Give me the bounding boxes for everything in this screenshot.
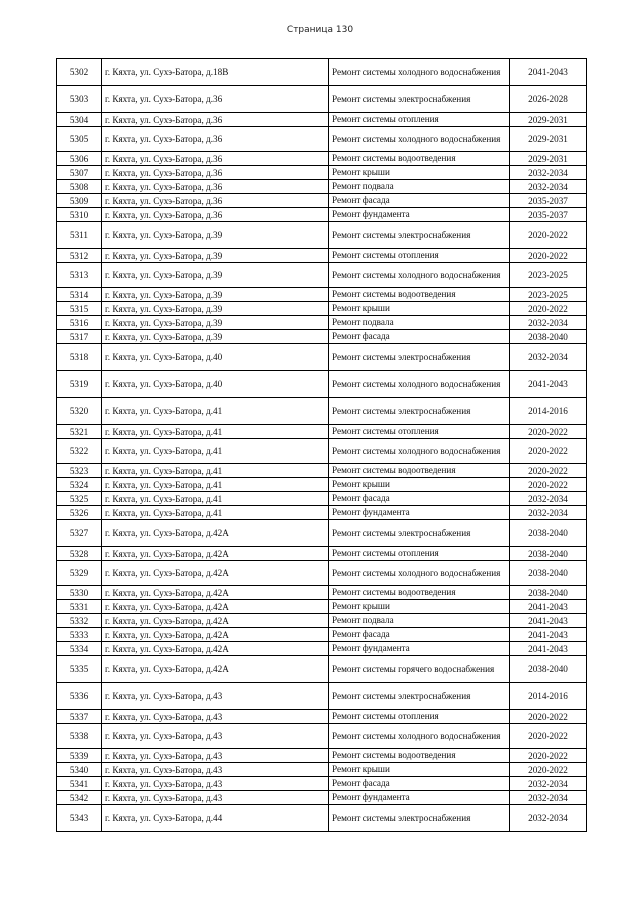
- table-row: [57, 398, 587, 425]
- row-address: г. Кяхта, ул. Сухэ-Батора, д.43: [102, 749, 329, 763]
- row-period: 2023-2025: [510, 263, 587, 288]
- row-period: 2020-2022: [510, 710, 587, 724]
- row-work-type: Ремонт системы холодного водоснабжения: [329, 561, 510, 586]
- row-period: 2032-2034: [510, 506, 587, 520]
- row-address: г. Кяхта, ул. Сухэ-Батора, д.43: [102, 710, 329, 724]
- row-number: 5323: [57, 464, 102, 478]
- table-row: [57, 586, 587, 600]
- row-address: г. Кяхта, ул. Сухэ-Батора, д.42А: [102, 656, 329, 683]
- row-number: 5321: [57, 425, 102, 439]
- row-work-type: Ремонт фундамента: [329, 791, 510, 805]
- row-period: 2029-2031: [510, 152, 587, 166]
- row-period: 2014-2016: [510, 398, 587, 425]
- row-number: 5307: [57, 166, 102, 180]
- row-period: 2041-2043: [510, 600, 587, 614]
- table-row: [57, 805, 587, 832]
- table-row: [57, 464, 587, 478]
- row-period: 2038-2040: [510, 561, 587, 586]
- row-number: 5333: [57, 628, 102, 642]
- row-period: 2020-2022: [510, 724, 587, 749]
- row-period: 2038-2040: [510, 547, 587, 561]
- row-address: г. Кяхта, ул. Сухэ-Батора, д.43: [102, 763, 329, 777]
- row-number: 5337: [57, 710, 102, 724]
- row-number: 5342: [57, 791, 102, 805]
- table-row: [57, 86, 587, 113]
- row-number: 5314: [57, 288, 102, 302]
- row-period: 2032-2034: [510, 316, 587, 330]
- row-period: 2032-2034: [510, 344, 587, 371]
- row-number: 5312: [57, 249, 102, 263]
- row-work-type: Ремонт системы электроснабжения: [329, 398, 510, 425]
- page-header: Страница 130: [286, 25, 354, 35]
- row-period: 2041-2043: [510, 59, 587, 86]
- row-address: г. Кяхта, ул. Сухэ-Батора, д.36: [102, 113, 329, 127]
- row-address: г. Кяхта, ул. Сухэ-Батора, д.39: [102, 249, 329, 263]
- table-row: [57, 628, 587, 642]
- table-row: [57, 330, 587, 344]
- row-number: 5302: [57, 59, 102, 86]
- row-number: 5340: [57, 763, 102, 777]
- row-work-type: Ремонт системы отопления: [329, 710, 510, 724]
- row-period: 2023-2025: [510, 288, 587, 302]
- row-address: г. Кяхта, ул. Сухэ-Батора, д.44: [102, 805, 329, 832]
- row-number: 5305: [57, 127, 102, 152]
- row-period: 2020-2022: [510, 478, 587, 492]
- row-address: г. Кяхта, ул. Сухэ-Батора, д.41: [102, 398, 329, 425]
- row-work-type: Ремонт системы электроснабжения: [329, 520, 510, 547]
- row-address: г. Кяхта, ул. Сухэ-Батора, д.41: [102, 478, 329, 492]
- table-row: [57, 344, 587, 371]
- table-row: [57, 777, 587, 791]
- row-work-type: Ремонт крыши: [329, 600, 510, 614]
- row-number: 5322: [57, 439, 102, 464]
- table-row: [57, 113, 587, 127]
- row-period: 2035-2037: [510, 208, 587, 222]
- table-row: [57, 222, 587, 249]
- table-row: [57, 791, 587, 805]
- row-period: 2020-2022: [510, 425, 587, 439]
- row-period: 2020-2022: [510, 302, 587, 316]
- row-address: г. Кяхта, ул. Сухэ-Батора, д.41: [102, 425, 329, 439]
- row-period: 2032-2034: [510, 805, 587, 832]
- row-number: 5311: [57, 222, 102, 249]
- row-address: г. Кяхта, ул. Сухэ-Батора, д.42А: [102, 628, 329, 642]
- table-row: [57, 208, 587, 222]
- table-row: [57, 152, 587, 166]
- table-row: [57, 724, 587, 749]
- row-number: 5339: [57, 749, 102, 763]
- table-row: [57, 249, 587, 263]
- row-number: 5334: [57, 642, 102, 656]
- row-number: 5332: [57, 614, 102, 628]
- row-work-type: Ремонт подвала: [329, 614, 510, 628]
- row-address: г. Кяхта, ул. Сухэ-Батора, д.36: [102, 152, 329, 166]
- row-address: г. Кяхта, ул. Сухэ-Батора, д.39: [102, 288, 329, 302]
- row-address: г. Кяхта, ул. Сухэ-Батора, д.42А: [102, 547, 329, 561]
- row-number: 5336: [57, 683, 102, 710]
- row-number: 5306: [57, 152, 102, 166]
- row-period: 2029-2031: [510, 113, 587, 127]
- row-work-type: Ремонт системы холодного водоснабжения: [329, 439, 510, 464]
- row-period: 2038-2040: [510, 520, 587, 547]
- table-row: [57, 425, 587, 439]
- table-row: [57, 371, 587, 398]
- row-number: 5315: [57, 302, 102, 316]
- row-number: 5335: [57, 656, 102, 683]
- table-row: [57, 478, 587, 492]
- row-number: 5320: [57, 398, 102, 425]
- row-period: 2014-2016: [510, 683, 587, 710]
- row-address: г. Кяхта, ул. Сухэ-Батора, д.40: [102, 371, 329, 398]
- table-row: [57, 547, 587, 561]
- row-address: г. Кяхта, ул. Сухэ-Батора, д.36: [102, 208, 329, 222]
- row-work-type: Ремонт фасада: [329, 628, 510, 642]
- row-period: 2020-2022: [510, 439, 587, 464]
- table-row: [57, 749, 587, 763]
- row-number: 5310: [57, 208, 102, 222]
- row-number: 5330: [57, 586, 102, 600]
- row-work-type: Ремонт системы холодного водоснабжения: [329, 59, 510, 86]
- row-work-type: Ремонт системы отопления: [329, 425, 510, 439]
- row-address: г. Кяхта, ул. Сухэ-Батора, д.36: [102, 166, 329, 180]
- row-address: г. Кяхта, ул. Сухэ-Батора, д.36: [102, 194, 329, 208]
- row-number: 5317: [57, 330, 102, 344]
- table-row: [57, 683, 587, 710]
- row-work-type: Ремонт фундамента: [329, 506, 510, 520]
- table-row: [57, 127, 587, 152]
- row-address: г. Кяхта, ул. Сухэ-Батора, д.36: [102, 127, 329, 152]
- row-work-type: Ремонт системы электроснабжения: [329, 344, 510, 371]
- table-row: [57, 439, 587, 464]
- row-period: 2038-2040: [510, 656, 587, 683]
- row-work-type: Ремонт системы электроснабжения: [329, 86, 510, 113]
- row-work-type: Ремонт фасада: [329, 777, 510, 791]
- row-work-type: Ремонт системы водоотведения: [329, 152, 510, 166]
- row-work-type: Ремонт системы отопления: [329, 249, 510, 263]
- row-period: 2020-2022: [510, 464, 587, 478]
- row-address: г. Кяхта, ул. Сухэ-Батора, д.43: [102, 724, 329, 749]
- row-number: 5309: [57, 194, 102, 208]
- row-address: г. Кяхта, ул. Сухэ-Батора, д.43: [102, 777, 329, 791]
- row-address: г. Кяхта, ул. Сухэ-Батора, д.41: [102, 506, 329, 520]
- row-address: г. Кяхта, ул. Сухэ-Батора, д.18В: [102, 59, 329, 86]
- row-address: г. Кяхта, ул. Сухэ-Батора, д.42А: [102, 561, 329, 586]
- row-address: г. Кяхта, ул. Сухэ-Батора, д.42А: [102, 586, 329, 600]
- row-work-type: Ремонт системы холодного водоснабжения: [329, 371, 510, 398]
- table-row: [57, 656, 587, 683]
- table-row: [57, 288, 587, 302]
- table-row: [57, 194, 587, 208]
- row-period: 2026-2028: [510, 86, 587, 113]
- table-row: [57, 302, 587, 316]
- row-number: 5338: [57, 724, 102, 749]
- row-number: 5316: [57, 316, 102, 330]
- table-row: [57, 263, 587, 288]
- table-row: [57, 316, 587, 330]
- row-work-type: Ремонт подвала: [329, 316, 510, 330]
- row-work-type: Ремонт крыши: [329, 166, 510, 180]
- row-address: г. Кяхта, ул. Сухэ-Батора, д.42А: [102, 600, 329, 614]
- row-address: г. Кяхта, ул. Сухэ-Батора, д.36: [102, 180, 329, 194]
- table-body: [57, 59, 587, 832]
- row-number: 5313: [57, 263, 102, 288]
- row-address: г. Кяхта, ул. Сухэ-Батора, д.39: [102, 263, 329, 288]
- row-work-type: Ремонт системы электроснабжения: [329, 805, 510, 832]
- row-work-type: Ремонт системы водоотведения: [329, 464, 510, 478]
- row-period: 2020-2022: [510, 763, 587, 777]
- row-period: 2041-2043: [510, 371, 587, 398]
- row-number: 5325: [57, 492, 102, 506]
- row-number: 5303: [57, 86, 102, 113]
- row-work-type: Ремонт системы отопления: [329, 113, 510, 127]
- row-period: 2032-2034: [510, 166, 587, 180]
- row-address: г. Кяхта, ул. Сухэ-Батора, д.43: [102, 683, 329, 710]
- row-work-type: Ремонт фасада: [329, 194, 510, 208]
- row-period: 2029-2031: [510, 127, 587, 152]
- table-row: [57, 166, 587, 180]
- row-address: г. Кяхта, ул. Сухэ-Батора, д.39: [102, 316, 329, 330]
- table-row: [57, 561, 587, 586]
- row-address: г. Кяхта, ул. Сухэ-Батора, д.41: [102, 464, 329, 478]
- table-row: [57, 642, 587, 656]
- row-address: г. Кяхта, ул. Сухэ-Батора, д.41: [102, 492, 329, 506]
- row-work-type: Ремонт фасада: [329, 492, 510, 506]
- table-row: [57, 710, 587, 724]
- row-number: 5308: [57, 180, 102, 194]
- row-address: г. Кяхта, ул. Сухэ-Батора, д.43: [102, 791, 329, 805]
- row-work-type: Ремонт подвала: [329, 180, 510, 194]
- row-period: 2041-2043: [510, 614, 587, 628]
- row-period: 2038-2040: [510, 330, 587, 344]
- row-work-type: Ремонт фундамента: [329, 642, 510, 656]
- row-number: 5318: [57, 344, 102, 371]
- row-period: 2032-2034: [510, 492, 587, 506]
- row-number: 5324: [57, 478, 102, 492]
- row-number: 5319: [57, 371, 102, 398]
- row-number: 5341: [57, 777, 102, 791]
- row-number: 5343: [57, 805, 102, 832]
- table-row: [57, 180, 587, 194]
- row-period: 2020-2022: [510, 222, 587, 249]
- row-work-type: Ремонт системы холодного водоснабжения: [329, 127, 510, 152]
- row-period: 2020-2022: [510, 749, 587, 763]
- row-work-type: Ремонт системы водоотведения: [329, 288, 510, 302]
- row-address: г. Кяхта, ул. Сухэ-Батора, д.39: [102, 302, 329, 316]
- row-work-type: Ремонт системы электроснабжения: [329, 683, 510, 710]
- row-work-type: Ремонт крыши: [329, 478, 510, 492]
- row-address: г. Кяхта, ул. Сухэ-Батора, д.42А: [102, 642, 329, 656]
- table-row: [57, 506, 587, 520]
- row-work-type: Ремонт системы холодного водоснабжения: [329, 724, 510, 749]
- table-row: [57, 59, 587, 86]
- row-address: г. Кяхта, ул. Сухэ-Батора, д.36: [102, 86, 329, 113]
- row-work-type: Ремонт фасада: [329, 330, 510, 344]
- row-address: г. Кяхта, ул. Сухэ-Батора, д.40: [102, 344, 329, 371]
- row-period: 2041-2043: [510, 642, 587, 656]
- row-period: 2038-2040: [510, 586, 587, 600]
- row-work-type: Ремонт системы водоотведения: [329, 586, 510, 600]
- row-number: 5328: [57, 547, 102, 561]
- row-period: 2041-2043: [510, 628, 587, 642]
- row-number: 5331: [57, 600, 102, 614]
- row-address: г. Кяхта, ул. Сухэ-Батора, д.39: [102, 330, 329, 344]
- row-work-type: Ремонт фундамента: [329, 208, 510, 222]
- row-period: 2032-2034: [510, 777, 587, 791]
- row-period: 2035-2037: [510, 194, 587, 208]
- table-row: [57, 600, 587, 614]
- row-number: 5329: [57, 561, 102, 586]
- row-address: г. Кяхта, ул. Сухэ-Батора, д.42А: [102, 520, 329, 547]
- row-work-type: Ремонт системы холодного водоснабжения: [329, 263, 510, 288]
- row-number: 5326: [57, 506, 102, 520]
- row-work-type: Ремонт системы электроснабжения: [329, 222, 510, 249]
- row-work-type: Ремонт крыши: [329, 302, 510, 316]
- table-row: [57, 763, 587, 777]
- row-period: 2020-2022: [510, 249, 587, 263]
- row-work-type: Ремонт системы водоотведения: [329, 749, 510, 763]
- row-address: г. Кяхта, ул. Сухэ-Батора, д.41: [102, 439, 329, 464]
- table-row: [57, 614, 587, 628]
- table-row: [57, 520, 587, 547]
- table-row: [57, 492, 587, 506]
- row-number: 5327: [57, 520, 102, 547]
- row-address: г. Кяхта, ул. Сухэ-Батора, д.39: [102, 222, 329, 249]
- row-period: 2032-2034: [510, 791, 587, 805]
- capital-repair-table: [56, 58, 587, 832]
- row-period: 2032-2034: [510, 180, 587, 194]
- row-work-type: Ремонт системы отопления: [329, 547, 510, 561]
- row-work-type: Ремонт крыши: [329, 763, 510, 777]
- row-address: г. Кяхта, ул. Сухэ-Батора, д.42А: [102, 614, 329, 628]
- row-number: 5304: [57, 113, 102, 127]
- row-work-type: Ремонт системы горячего водоснабжения: [329, 656, 510, 683]
